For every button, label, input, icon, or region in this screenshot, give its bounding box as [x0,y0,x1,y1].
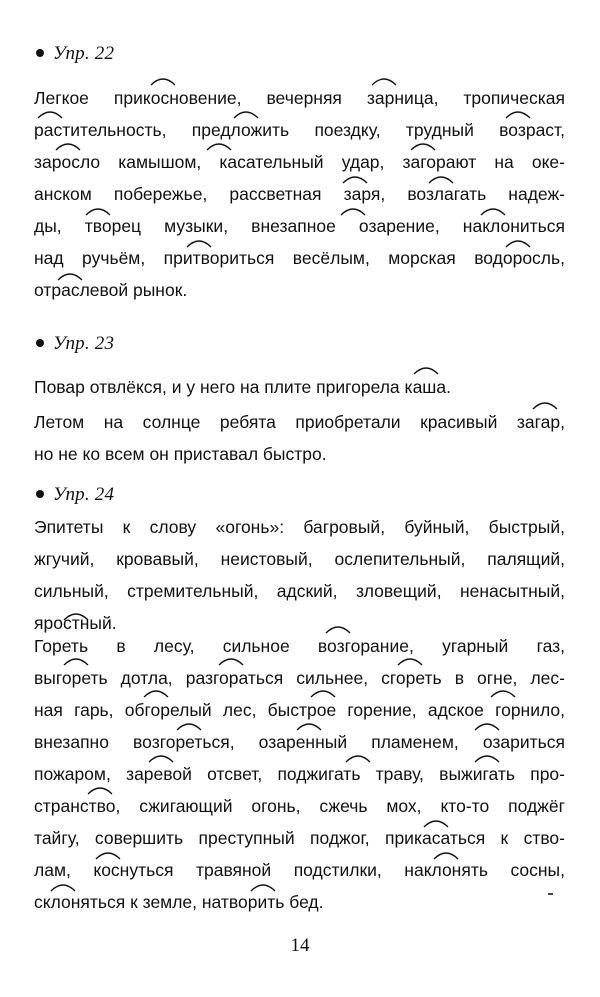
text-line: склоняться к земле, натворить бед. [34,892,324,912]
text-line: анском побережье, рассветная заря, возлагать надеж- [34,184,565,204]
text-line: пожаром, заревой отсвет, поджигать траву, выжигать про- [34,764,565,784]
text-line: ная гарь, обгорелый лес, быстрое горение, адское горнило, [34,700,565,720]
exercise-24-phrases [34,630,565,918]
exercise-22-heading: Упр. 22 [36,43,114,65]
text-line: Гореть в лесу, сильное возгорание, угарный газ, [34,636,565,656]
text-line: Летом на солнце ребята приобретали красивый загар, [34,412,565,432]
text-line: странство, сжигающий огонь, сжечь мох, кто-то поджёг [34,796,565,816]
text-line: растительность, предложить поездку, трудный возраст, [34,120,565,140]
bullet-icon [36,490,44,498]
text-line: жгучий, кровавый, неистовый, ослепительный, палящий, [34,549,565,569]
text-line: внезапно возгореться, озаренный пламенем, озариться [34,732,565,752]
exercise-24-heading: Упр. 24 [36,484,114,506]
exercise-22-text [34,82,565,306]
bullet-icon [36,339,44,347]
text-line: лам, коснуться травяной подстилки, наклонять сосны, [34,860,565,880]
print-artifact [548,893,553,895]
exercise-23-sentence-2 [34,406,565,470]
text-line: ды, творец музыки, внезапное озарение, наклониться [34,216,565,236]
text-line: Эпитеты к слову «огонь»: багровый, буйный, быстрый, [34,517,565,537]
exercise-23-sentence-1 [34,371,565,403]
text-line: выгореть дотла, разгораться сильнее, сгореть в огне, лес- [34,668,565,688]
exercise-23-heading: Упр. 23 [36,333,114,355]
text-line: но не ко всем он приставал быстро. [34,444,327,464]
bullet-icon [36,49,44,57]
page-number: 14 [290,935,310,956]
text-line: Повар отвлёкся, и у него на плите пригорела каша. [34,377,451,397]
text-line: Легкое прикосновение, вечерняя зарница, тропическая [34,88,565,108]
exercise-24-epithets [34,511,565,639]
text-line: заросло камышом, касательный удар, загорают на оке- [34,152,565,172]
text-line: сильный, стремительный, адский, зловещий, ненасытный, [34,581,565,601]
text-line: тайгу, совершить преступный поджог, прикасаться к ство- [34,828,565,848]
text-line: яростный. [34,613,117,633]
text-line: отраслевой рынок. [34,280,188,300]
text-line: над ручьём, притвориться весёлым, морская водоросль, [34,248,565,268]
